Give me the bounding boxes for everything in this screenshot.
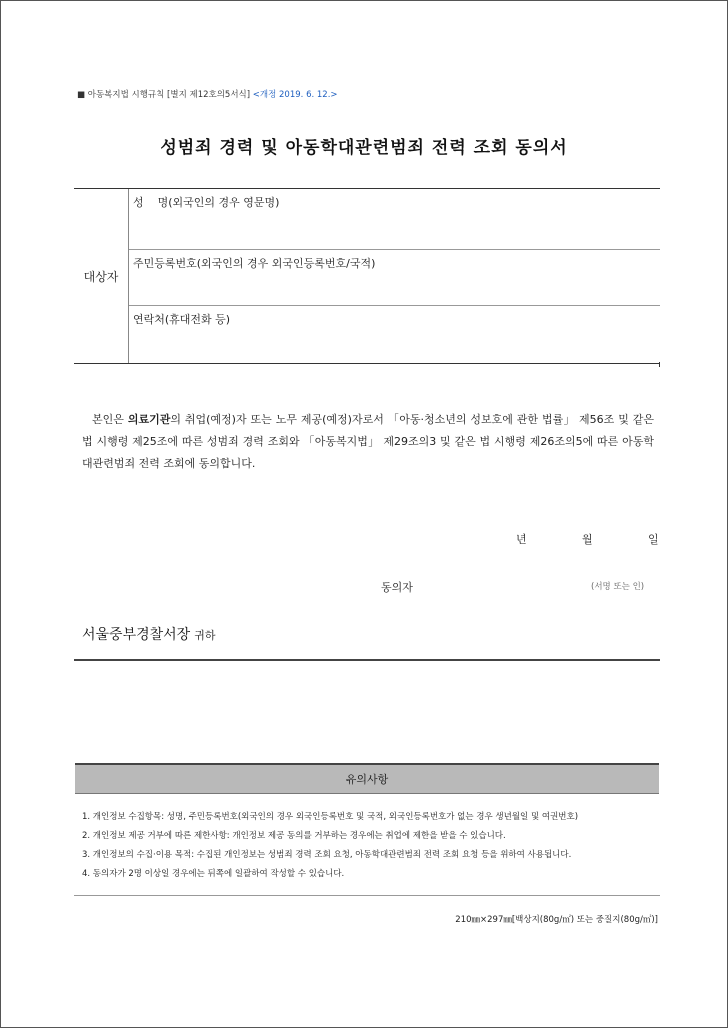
document-title: 성범죄 경력 및 아동학대관련범죄 전력 조회 동의서 xyxy=(160,138,568,158)
notice-item: 4. 동의자가 2명 이상일 경우에는 뒤쪽에 일괄하여 작성할 수 있습니다. xyxy=(82,869,345,879)
paper-spec: 210㎜×297㎜[백상지(80g/㎡) 또는 중질지(80g/㎡)] xyxy=(455,915,658,925)
notice-item: 2. 개인정보 제공 거부에 따른 제한사항: 개인정보 제공 동의를 거부하는 경우에는 취업에 제한을 받을 수 있습니다. xyxy=(82,831,506,841)
notice-header: 유의사항 xyxy=(75,763,659,794)
notice-item: 1. 개인정보 수집항목: 성명, 주민등록번호(외국인의 경우 외국인등록번호 및 국적, 외국인등록번호가 없는 경우 생년월일 및 여권번호) xyxy=(82,812,579,822)
table-corner-mark xyxy=(659,362,660,367)
footer-divider xyxy=(74,895,660,896)
form-reference xyxy=(77,88,338,100)
contact-field[interactable] xyxy=(129,307,660,363)
date-year: 년 xyxy=(516,533,527,546)
registration-number-label: 주민등록번호(외국인의 경우 외국인등록번호/국적) xyxy=(133,257,376,270)
consent-prefix: 본인은 xyxy=(92,413,128,426)
signature-note: (서명 또는 인) xyxy=(591,582,645,592)
revision-date: <개정 2019. 6. 12.> xyxy=(252,90,338,100)
registration-number-field[interactable] xyxy=(129,251,660,306)
name-field[interactable] xyxy=(129,189,660,250)
institution-name: 의료기관 xyxy=(127,413,171,426)
notice-list xyxy=(82,808,662,884)
recipient-name: 서울중부경찰서장 xyxy=(82,627,191,643)
section-divider xyxy=(74,659,660,661)
signer-label: 동의자 xyxy=(381,581,413,594)
consent-statement xyxy=(82,409,654,475)
recipient-suffix: 귀하 xyxy=(194,629,216,642)
recipient xyxy=(82,624,215,644)
consent-body: 의 취업(예정)자 또는 노무 제공(예정)자로서 「아동·청소년의 성보호에 관한 법률」 제56조 및 같은 법 시행령 제25조에 따른 성범죄 경력 조회와 「아동복지법」 제29조의3 및 같은 법 시행령 제26조의5에 따른 아동학대관련범죄 전력 조회에 동의합니다. xyxy=(82,413,655,470)
subject-table xyxy=(74,188,660,364)
form-reference-text: ■ 아동복지법 시행규칙 [별지 제12호의5서식] xyxy=(77,90,251,100)
notice-item: 3. 개인정보의 수집·이용 목적: 수집된 개인정보는 성범죄 경력 조회 요청, 아동학대관련범죄 전력 조회 요청 등을 위하여 사용됩니다. xyxy=(82,850,572,860)
subject-label: 대상자 xyxy=(74,189,129,363)
name-field-label: 성 명(외국인의 경우 영문명) xyxy=(133,196,280,209)
date-month: 월 xyxy=(582,533,593,546)
date-day: 일 xyxy=(648,533,659,546)
contact-field-label: 연락처(휴대전화 등) xyxy=(133,313,231,326)
